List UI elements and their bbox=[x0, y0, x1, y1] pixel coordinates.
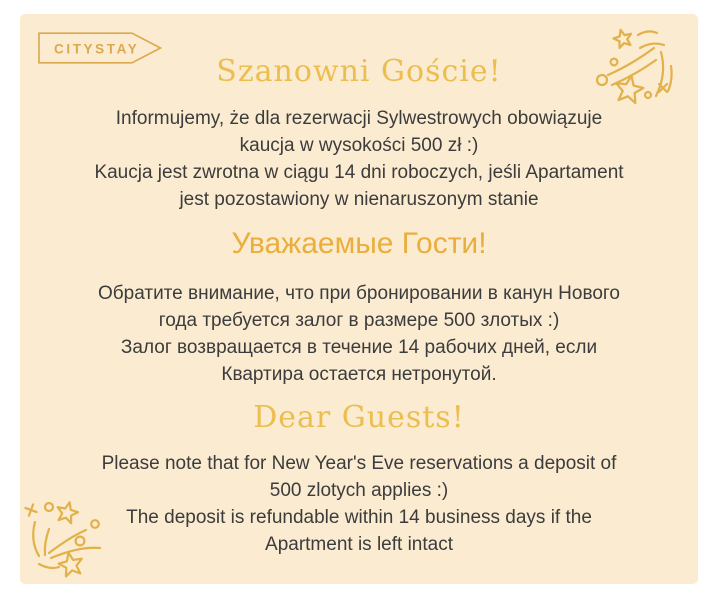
logo-text: CITYSTAY bbox=[54, 41, 140, 57]
polish-line-4: jest pozostawiony w nienaruszonym stanie bbox=[179, 189, 539, 210]
heading-english: Dear Guests! bbox=[253, 400, 465, 435]
polish-line-1: Informujemy, że dla rezerwacji Sylwestrowych obowiązuje bbox=[115, 108, 603, 129]
polish-line-2: kaucja w wysokości 500 zł :) bbox=[239, 135, 479, 156]
heading-polish: Szanowni Goście! bbox=[216, 54, 502, 89]
russian-line-3: Залог возвращается в течение 14 рабочих дней, если bbox=[120, 337, 598, 358]
paragraph-polish bbox=[20, 105, 698, 213]
russian-line-2: года требуется залог в размере 500 злотых :) bbox=[158, 310, 560, 331]
citystay-logo bbox=[38, 32, 162, 64]
logo-tag-icon bbox=[38, 32, 162, 64]
english-line-1: Please note that for New Year's Eve reservations a deposit of bbox=[101, 453, 617, 474]
fireworks-icon bbox=[22, 496, 122, 584]
russian-line-1: Обратите внимание, что при бронировании в канун Нового bbox=[97, 283, 621, 304]
fireworks-icon bbox=[593, 22, 688, 117]
russian-line-4: Квартира остается нетронутой. bbox=[221, 364, 497, 385]
notice-card bbox=[20, 14, 698, 584]
english-line-3: The deposit is refundable within 14 business days if the bbox=[126, 507, 592, 528]
polish-line-3: Kaucja jest zwrotna w ciągu 14 dni roboczych, jeśli Apartament bbox=[94, 162, 624, 183]
english-line-2: 500 zlotych applies :) bbox=[269, 480, 449, 501]
heading-russian: Уважаемые Гости! bbox=[231, 227, 487, 260]
english-line-4: Apartment is left intact bbox=[265, 534, 453, 555]
paragraph-russian bbox=[20, 280, 698, 388]
